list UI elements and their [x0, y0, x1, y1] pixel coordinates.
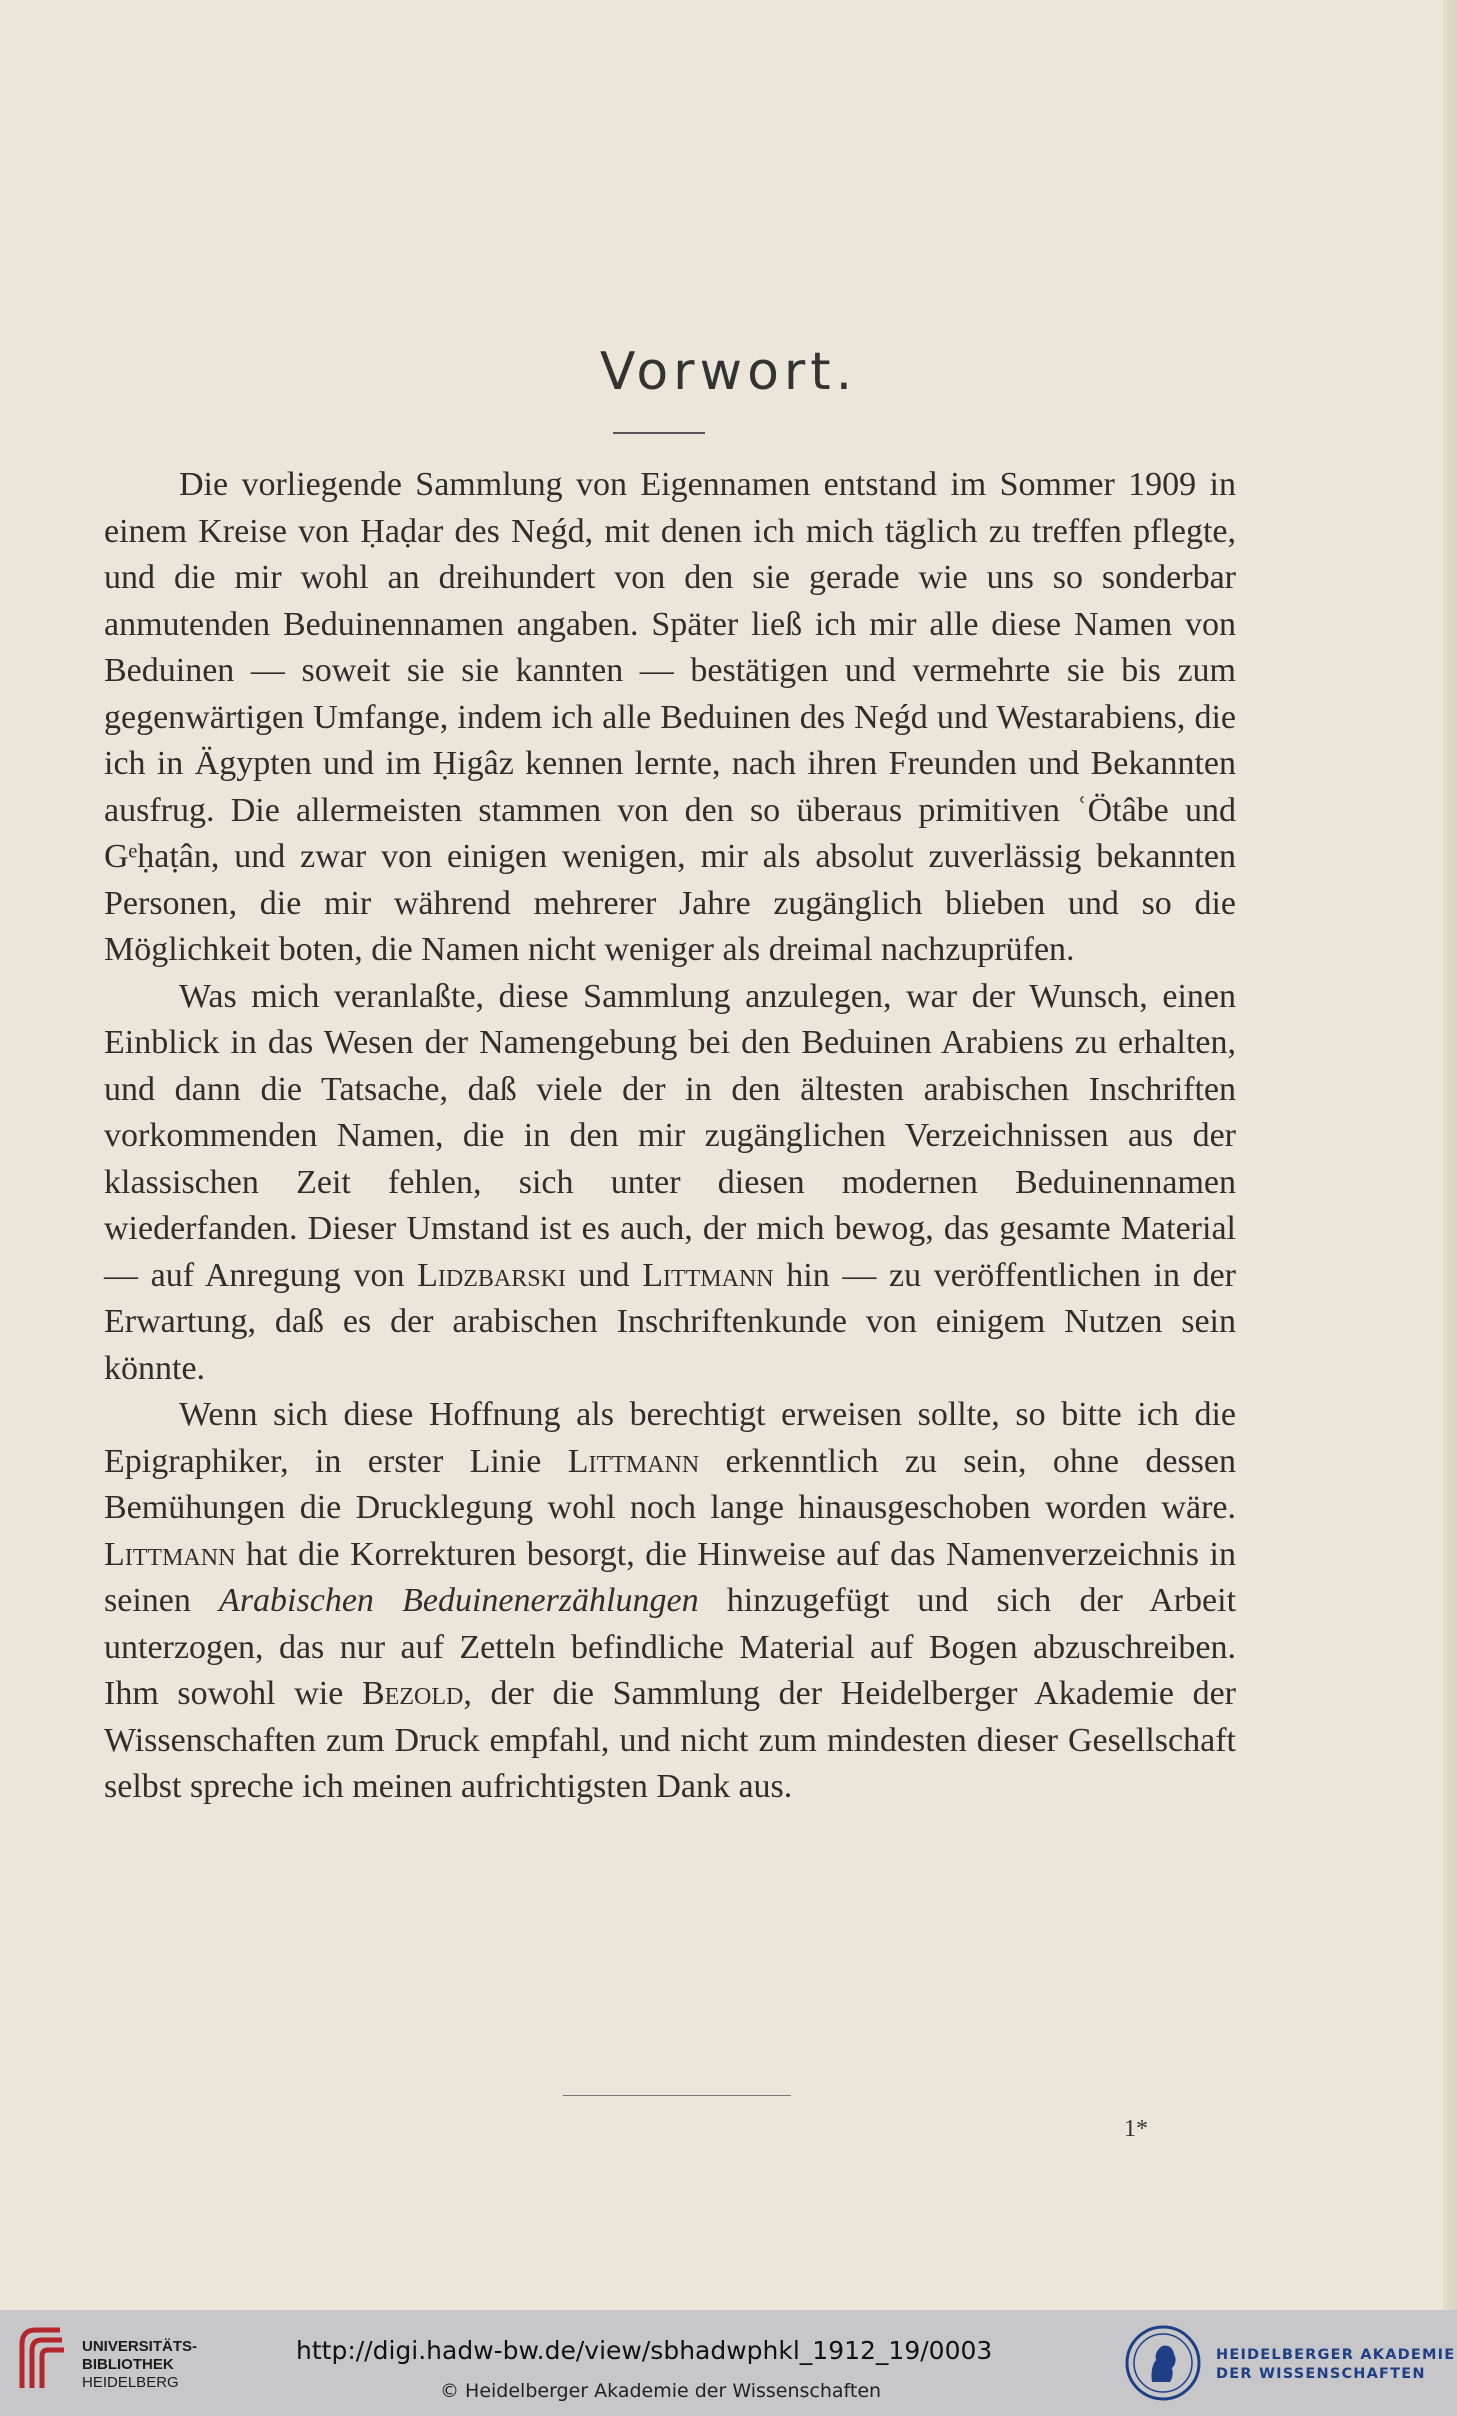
library-line-3: HEIDELBERG: [82, 2374, 179, 2391]
text-run: Was mich veranlaßte, diese Sammlung anzulegen, war der Wunsch, einen Einblick in das Wesen der Namengebung bei den Beduinen Arabiens zu erhalten, und dann die Tatsache, daß viele der in den ältesten arabischen Inschriften vorkommenden Namen, die in den mir zugänglichen Verzeichnissen aus der klassischen Zeit fehlen, sich unter diesen modernen Beduinennamen wiederfanden. Dieser Umstand ist es auch, der mich bewog, das gesamte Material — auf Anregung von: [104, 977, 1236, 1294]
library-line-1: UNIVERSITÄTS-: [82, 2338, 198, 2355]
text-run: , der die Sammlung der Heidelberger Akademie der Wissenschaften zum Druck empfahl, und nicht zum mindesten dieser Gesellschaft selbst spreche ich meinen aufrichtigsten Dank aus.: [104, 1675, 1236, 1805]
author-name: Littmann: [642, 1256, 774, 1294]
heading-rule: [613, 432, 705, 434]
author-name: Littmann: [104, 1535, 236, 1573]
paragraph-2: [104, 974, 1236, 1393]
text-run: hat die Korrekturen besorgt, die Hinweise auf das Namenverzeichnis in seinen: [104, 1535, 1236, 1619]
body-text: [104, 462, 1236, 1811]
author-name: Bezold: [361, 1675, 464, 1712]
university-library-logo-icon: [16, 2322, 68, 2392]
academy-line-2: DER WISSENSCHAFTEN: [1216, 2366, 1426, 2382]
paragraph-3: [104, 1392, 1236, 1811]
text-run: Die vorliegende Sammlung von Eigennamen entstand im Sommer 1909 in einem Kreise von Ḥaḍar des Neǵd, mit denen ich mich täglich zu treffen pflegte, und die mir wohl an dreihundert von den sie gerade wie uns so sonderbar anmutenden Beduinennamen angaben. Später ließ ich mir alle diese Namen von Beduinen — soweit sie sie kannten — bestätigen und vermehrte sie bis zum gegenwärtigen Umfange, indem ich alle Beduinen des Neǵd und Westarabiens, die ich in Ägypten und im Ḥigâz kennen lernte, nach ihren Freunden und Bekannten ausfrug. Die allermeisten stammen von den so überaus primitiven ʿÖtâbe und Gᵉḥaṭân, und zwar von einigen wenigen, mir als absolut zuverlässig bekannten Personen, die mir während mehrerer Jahre zugänglich blieben und so die Möglichkeit boten, die Namen nicht weniger als dreimal nachzuprüfen.: [104, 466, 1236, 968]
academy-seal-icon: [1124, 2324, 1202, 2402]
library-name: [82, 2338, 197, 2392]
signature-mark: 1*: [1124, 2116, 1148, 2142]
text-run: hinzugefügt und sich der Arbeit unterzogen, das nur auf Zetteln befindliche Material auf Bogen abzuschreiben. Ihm sowohl wie: [104, 1582, 1237, 1712]
footnote-rule: [563, 2095, 791, 2096]
copyright-notice: © Heidelberger Akademie der Wissenschaften: [440, 2380, 882, 2402]
viewer-footer: [0, 2310, 1457, 2416]
text-run: und: [565, 1256, 643, 1294]
text-run: erkenntlich zu sein, ohne dessen Bemühungen die Drucklegung wohl noch lange hinausgeschoben worden wäre.: [104, 1442, 1237, 1526]
paragraph-1: [104, 462, 1236, 974]
author-name: Lidzbarski: [417, 1256, 566, 1294]
library-line-2: BIBLIOTHEK: [82, 2356, 174, 2373]
author-name: Littmann: [567, 1442, 700, 1480]
text-run: hin — zu veröffentlichen in der Erwartung, daß es der arabischen Inschriftenkunde von einigem Nutzen sein könnte.: [104, 1256, 1237, 1387]
book-title: Arabischen Beduinenerzählungen: [219, 1582, 699, 1619]
academy-name: [1216, 2346, 1455, 2384]
page-heading: Vorwort.: [599, 342, 858, 402]
academy-line-1: HEIDELBERGER AKADEMIE: [1216, 2347, 1456, 2363]
page-url-link[interactable]: http://digi.hadw-bw.de/view/sbhadwphkl_1912_19/0003: [296, 2336, 993, 2365]
text-run: Wenn sich diese Hoffnung als berechtigt erweisen sollte, so bitte ich die Epigraphiker, in erster Linie: [104, 1396, 1236, 1480]
